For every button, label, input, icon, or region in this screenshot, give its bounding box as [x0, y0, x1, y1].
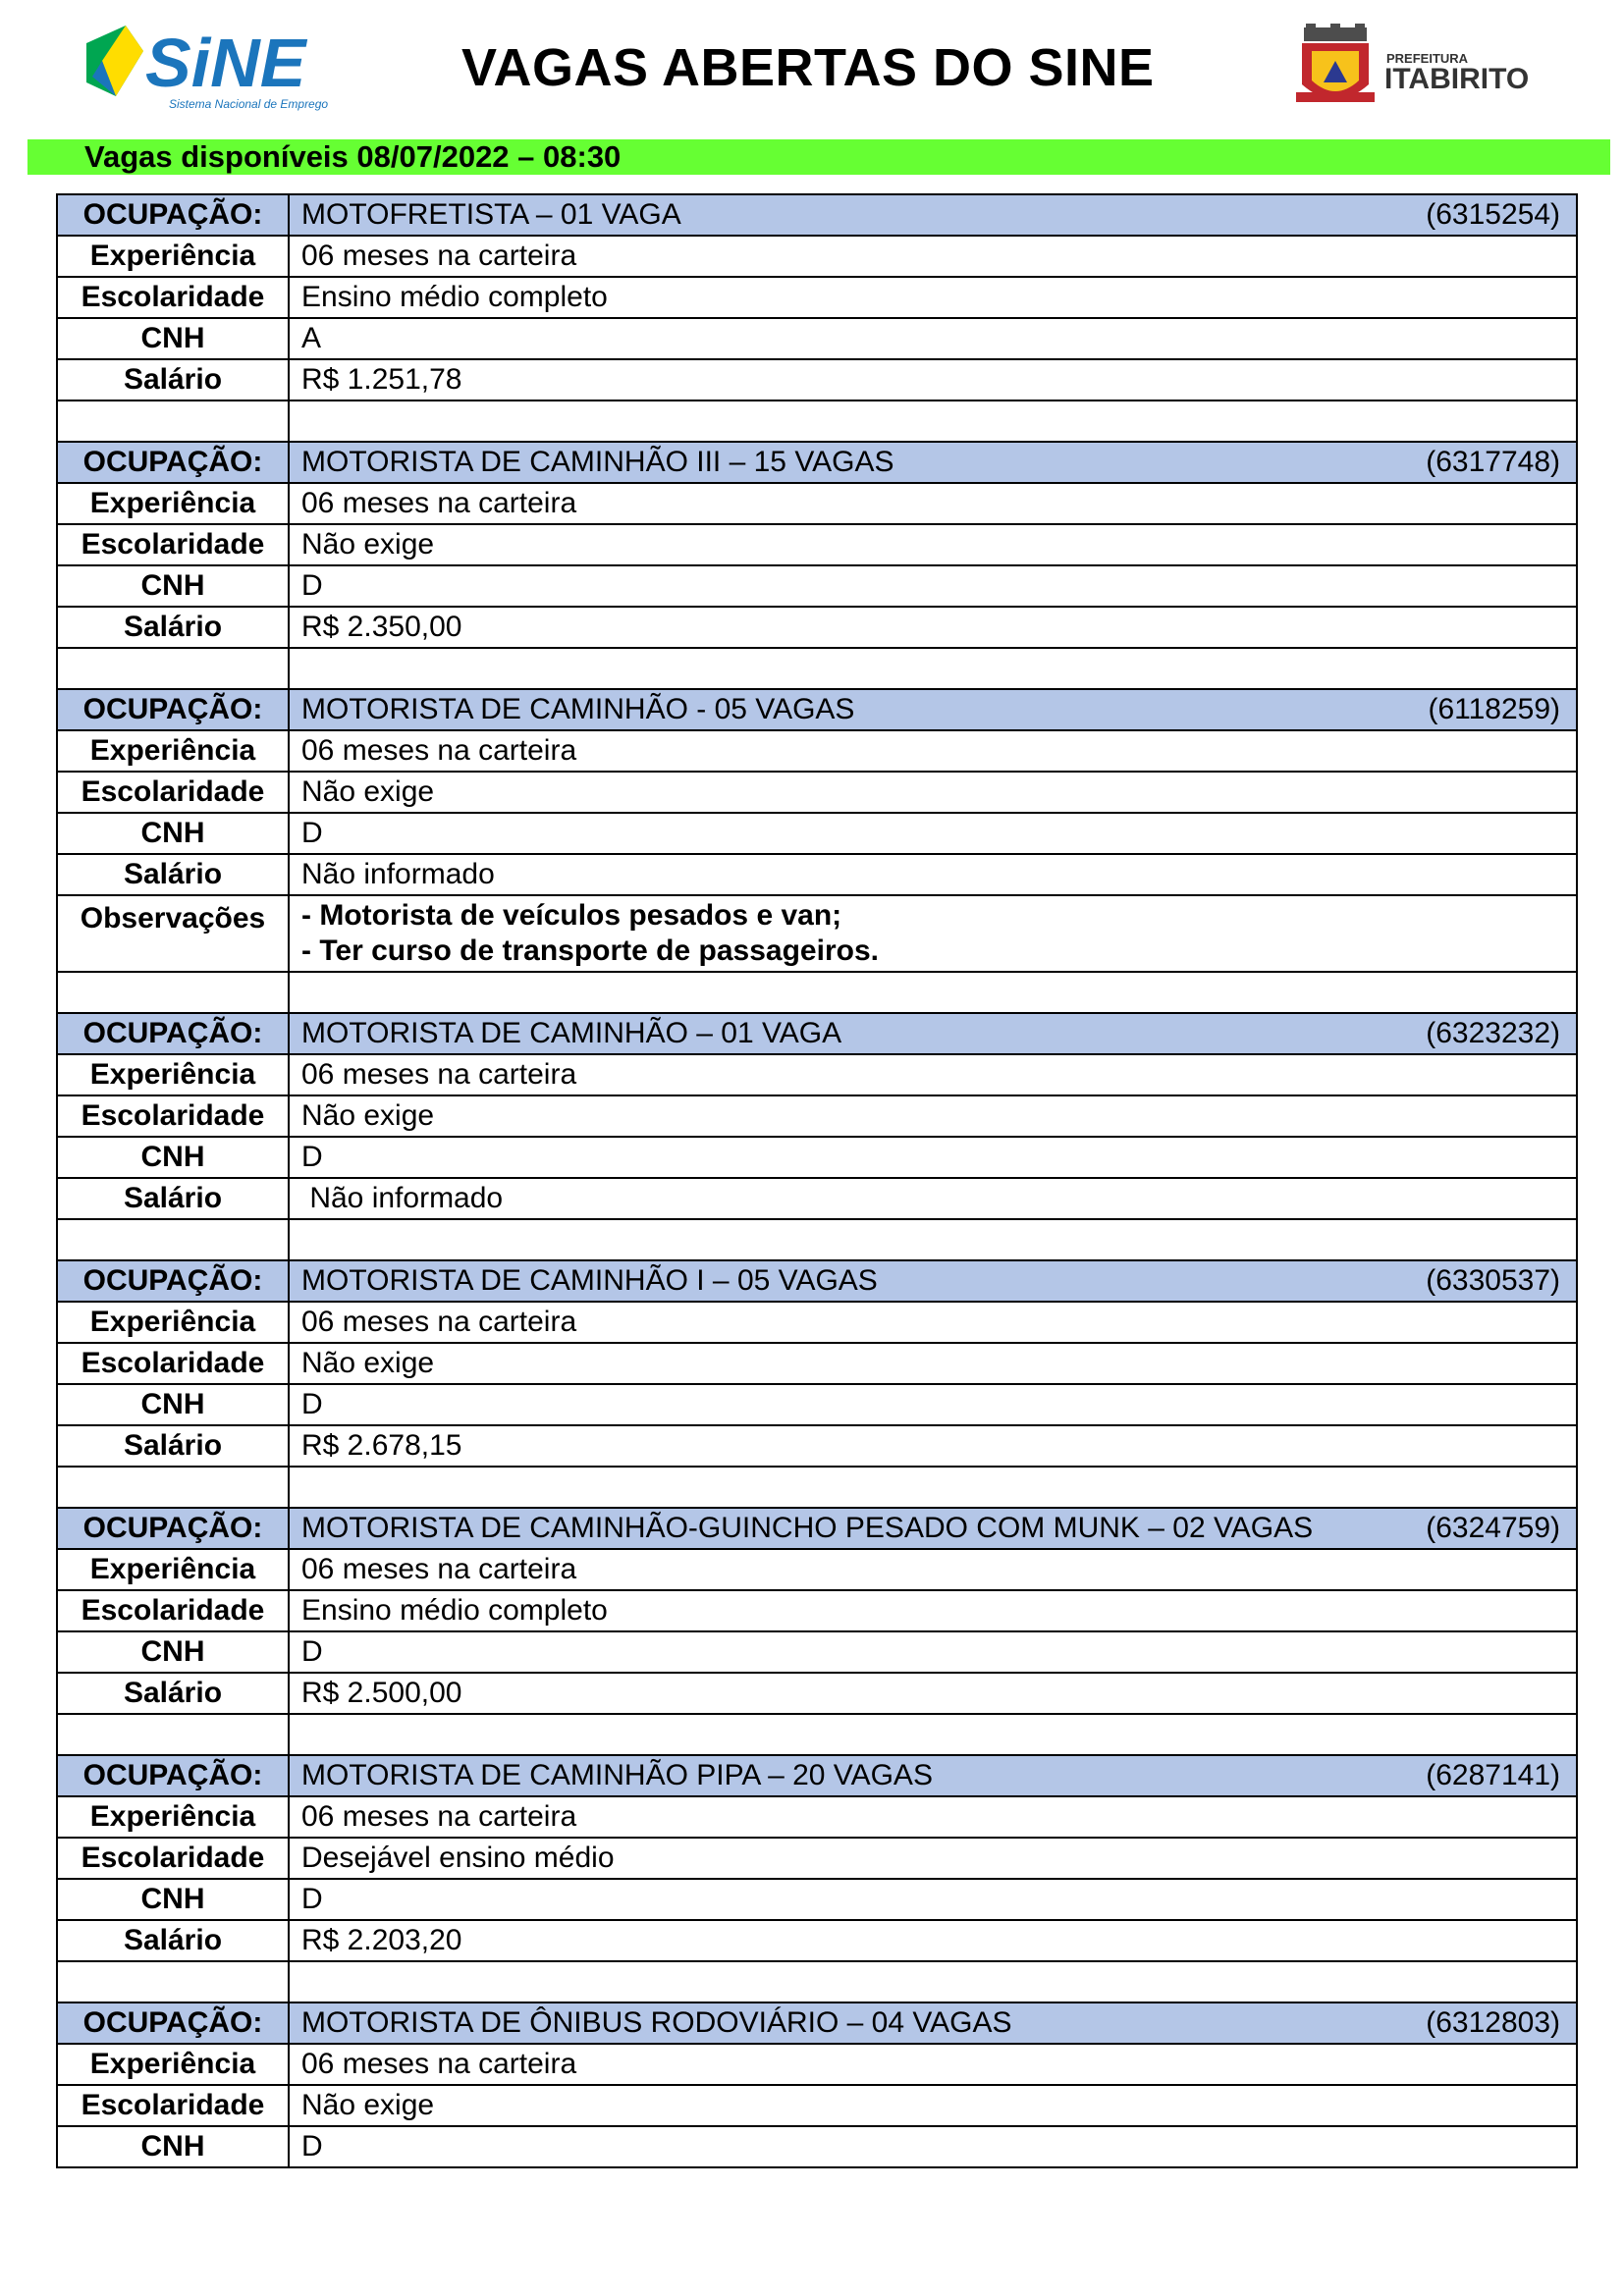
prefeitura-label: PREFEITURA	[1386, 51, 1469, 66]
salary-value: Não informado	[289, 854, 1577, 895]
cnh-label: CNH	[57, 318, 289, 359]
cnh-label: CNH	[57, 1631, 289, 1673]
occupation-row	[57, 2002, 1577, 2044]
notes-row	[57, 895, 1577, 972]
sine-logo	[86, 22, 361, 114]
spacer-cell	[57, 648, 289, 689]
job-code: (6312803)	[1426, 2006, 1560, 2039]
education-value: Não exige	[289, 1343, 1577, 1384]
job-title: MOTORISTA DE CAMINHÃO III – 15 VAGAS	[301, 446, 894, 478]
occupation-label: OCUPAÇÃO:	[57, 2002, 289, 2044]
education-row	[57, 277, 1577, 318]
cnh-value: D	[289, 1137, 1577, 1178]
experience-value: 06 meses na carteira	[289, 483, 1577, 524]
occupation-cell	[289, 1260, 1577, 1302]
occupation-label: OCUPAÇÃO:	[57, 194, 289, 236]
education-value: Ensino médio completo	[289, 277, 1577, 318]
spacer-row	[57, 1219, 1577, 1260]
experience-label: Experiência	[57, 730, 289, 772]
experience-row	[57, 1054, 1577, 1095]
cnh-value: D	[289, 2126, 1577, 2167]
salary-value: R$ 1.251,78	[289, 359, 1577, 400]
spacer-cell	[289, 1467, 1577, 1508]
experience-label: Experiência	[57, 1302, 289, 1343]
job-title: MOTORISTA DE CAMINHÃO I – 05 VAGAS	[301, 1264, 878, 1297]
notes-value	[289, 895, 1577, 972]
notes-line: - Ter curso de transporte de passageiros.	[301, 934, 879, 967]
occupation-cell	[289, 194, 1577, 236]
cnh-row	[57, 1137, 1577, 1178]
cnh-label: CNH	[57, 565, 289, 607]
salary-row	[57, 359, 1577, 400]
spacer-cell	[57, 1219, 289, 1260]
salary-value: R$ 2.203,20	[289, 1920, 1577, 1961]
education-row	[57, 1838, 1577, 1879]
occupation-label: OCUPAÇÃO:	[57, 1013, 289, 1054]
education-label: Escolaridade	[57, 524, 289, 565]
occupation-cell	[289, 689, 1577, 730]
spacer-cell	[289, 1714, 1577, 1755]
education-value: Não exige	[289, 1095, 1577, 1137]
job-title: MOTORISTA DE ÔNIBUS RODOVIÁRIO – 04 VAGAS	[301, 2006, 1012, 2039]
experience-row	[57, 483, 1577, 524]
notes-lines	[301, 898, 1576, 969]
experience-label: Experiência	[57, 483, 289, 524]
occupation-label: OCUPAÇÃO:	[57, 1508, 289, 1549]
salary-row	[57, 1425, 1577, 1467]
salary-row	[57, 854, 1577, 895]
spacer-cell	[289, 648, 1577, 689]
salary-value: R$ 2.500,00	[289, 1673, 1577, 1714]
occupation-label: OCUPAÇÃO:	[57, 1260, 289, 1302]
salary-value: Não informado	[289, 1178, 1577, 1219]
spacer-cell	[57, 400, 289, 442]
spacer-row	[57, 1714, 1577, 1755]
experience-row	[57, 1549, 1577, 1590]
job-title: MOTORISTA DE CAMINHÃO – 01 VAGA	[301, 1017, 842, 1049]
education-label: Escolaridade	[57, 1343, 289, 1384]
jobs-table	[56, 193, 1578, 2168]
experience-row	[57, 1302, 1577, 1343]
job-code: (6317748)	[1426, 446, 1560, 478]
cnh-value: D	[289, 1879, 1577, 1920]
occupation-row	[57, 194, 1577, 236]
cnh-value: D	[289, 1631, 1577, 1673]
notes-label: Observações	[57, 895, 289, 972]
occupation-row	[57, 689, 1577, 730]
occupation-row	[57, 1260, 1577, 1302]
experience-label: Experiência	[57, 2044, 289, 2085]
experience-label: Experiência	[57, 1796, 289, 1838]
cnh-value: D	[289, 813, 1577, 854]
salary-label: Salário	[57, 854, 289, 895]
page-title: VAGAS ABERTAS DO SINE	[461, 38, 1155, 97]
education-label: Escolaridade	[57, 2085, 289, 2126]
occupation-row	[57, 1508, 1577, 1549]
cnh-row	[57, 565, 1577, 607]
occupation-label: OCUPAÇÃO:	[57, 689, 289, 730]
experience-row	[57, 2044, 1577, 2085]
education-row	[57, 2085, 1577, 2126]
salary-label: Salário	[57, 607, 289, 648]
spacer-cell	[289, 972, 1577, 1013]
experience-value: 06 meses na carteira	[289, 236, 1577, 277]
occupation-cell	[289, 2002, 1577, 2044]
occupation-cell	[289, 1013, 1577, 1054]
education-label: Escolaridade	[57, 277, 289, 318]
education-value: Ensino médio completo	[289, 1590, 1577, 1631]
experience-value: 06 meses na carteira	[289, 2044, 1577, 2085]
education-row	[57, 772, 1577, 813]
experience-label: Experiência	[57, 1549, 289, 1590]
spacer-cell	[57, 1467, 289, 1508]
job-code: (6287141)	[1426, 1759, 1560, 1791]
job-code: (6330537)	[1426, 1264, 1560, 1297]
spacer-cell	[57, 1961, 289, 2002]
occupation-label: OCUPAÇÃO:	[57, 1755, 289, 1796]
cnh-label: CNH	[57, 2126, 289, 2167]
occupation-row	[57, 442, 1577, 483]
spacer-row	[57, 400, 1577, 442]
salary-row	[57, 1673, 1577, 1714]
experience-label: Experiência	[57, 236, 289, 277]
date-bar	[27, 139, 1610, 175]
experience-value: 06 meses na carteira	[289, 730, 1577, 772]
job-code: (6315254)	[1426, 198, 1560, 231]
job-code: (6324759)	[1426, 1512, 1560, 1544]
occupation-cell	[289, 1508, 1577, 1549]
cnh-row	[57, 1879, 1577, 1920]
sine-logo-subtitle: Sistema Nacional de Emprego	[169, 97, 329, 111]
salary-label: Salário	[57, 1425, 289, 1467]
cnh-value: A	[289, 318, 1577, 359]
date-bar-text: Vagas disponíveis 08/07/2022 – 08:30	[84, 139, 622, 174]
education-row	[57, 1095, 1577, 1137]
experience-row	[57, 730, 1577, 772]
experience-value: 06 meses na carteira	[289, 1549, 1577, 1590]
cnh-row	[57, 813, 1577, 854]
job-code: (6323232)	[1426, 1017, 1560, 1049]
spacer-row	[57, 1961, 1577, 2002]
cnh-value: D	[289, 1384, 1577, 1425]
occupation-cell	[289, 442, 1577, 483]
education-value: Não exige	[289, 2085, 1577, 2126]
experience-row	[57, 1796, 1577, 1838]
experience-value: 06 meses na carteira	[289, 1796, 1577, 1838]
job-title: MOTORISTA DE CAMINHÃO-GUINCHO PESADO COM MUNK – 02 VAGAS	[301, 1512, 1314, 1544]
salary-label: Salário	[57, 359, 289, 400]
salary-label: Salário	[57, 1920, 289, 1961]
spacer-row	[57, 1467, 1577, 1508]
sine-logo-text: SiNE	[145, 25, 306, 101]
education-label: Escolaridade	[57, 1095, 289, 1137]
education-label: Escolaridade	[57, 772, 289, 813]
experience-value: 06 meses na carteira	[289, 1302, 1577, 1343]
salary-value: R$ 2.350,00	[289, 607, 1577, 648]
experience-value: 06 meses na carteira	[289, 1054, 1577, 1095]
cnh-row	[57, 1631, 1577, 1673]
education-row	[57, 524, 1577, 565]
occupation-label: OCUPAÇÃO:	[57, 442, 289, 483]
experience-label: Experiência	[57, 1054, 289, 1095]
spacer-cell	[289, 1961, 1577, 2002]
salary-value: R$ 2.678,15	[289, 1425, 1577, 1467]
spacer-row	[57, 648, 1577, 689]
prefeitura-name: ITABIRITO	[1384, 63, 1530, 95]
spacer-row	[57, 972, 1577, 1013]
cnh-row	[57, 318, 1577, 359]
job-title: MOTORISTA DE CAMINHÃO PIPA – 20 VAGAS	[301, 1759, 933, 1791]
experience-row	[57, 236, 1577, 277]
occupation-row	[57, 1013, 1577, 1054]
education-row	[57, 1590, 1577, 1631]
cnh-value: D	[289, 565, 1577, 607]
job-code: (6118259)	[1428, 693, 1560, 725]
education-label: Escolaridade	[57, 1838, 289, 1879]
cnh-label: CNH	[57, 1879, 289, 1920]
salary-label: Salário	[57, 1178, 289, 1219]
cnh-row	[57, 2126, 1577, 2167]
salary-row	[57, 1178, 1577, 1219]
cnh-label: CNH	[57, 1384, 289, 1425]
spacer-cell	[289, 400, 1577, 442]
salary-label: Salário	[57, 1673, 289, 1714]
education-value: Não exige	[289, 772, 1577, 813]
salary-row	[57, 607, 1577, 648]
occupation-cell	[289, 1755, 1577, 1796]
education-value: Desejável ensino médio	[289, 1838, 1577, 1879]
cnh-label: CNH	[57, 813, 289, 854]
spacer-cell	[57, 1714, 289, 1755]
page-header	[0, 0, 1624, 137]
spacer-cell	[289, 1219, 1577, 1260]
notes-line: - Motorista de veículos pesados e van;	[301, 899, 842, 932]
cnh-row	[57, 1384, 1577, 1425]
job-title: MOTOFRETISTA – 01 VAGA	[301, 198, 681, 231]
occupation-row	[57, 1755, 1577, 1796]
education-row	[57, 1343, 1577, 1384]
cnh-label: CNH	[57, 1137, 289, 1178]
salary-row	[57, 1920, 1577, 1961]
education-value: Não exige	[289, 524, 1577, 565]
spacer-cell	[57, 972, 289, 1013]
prefeitura-logo	[1296, 24, 1542, 114]
education-label: Escolaridade	[57, 1590, 289, 1631]
job-title: MOTORISTA DE CAMINHÃO - 05 VAGAS	[301, 693, 855, 725]
